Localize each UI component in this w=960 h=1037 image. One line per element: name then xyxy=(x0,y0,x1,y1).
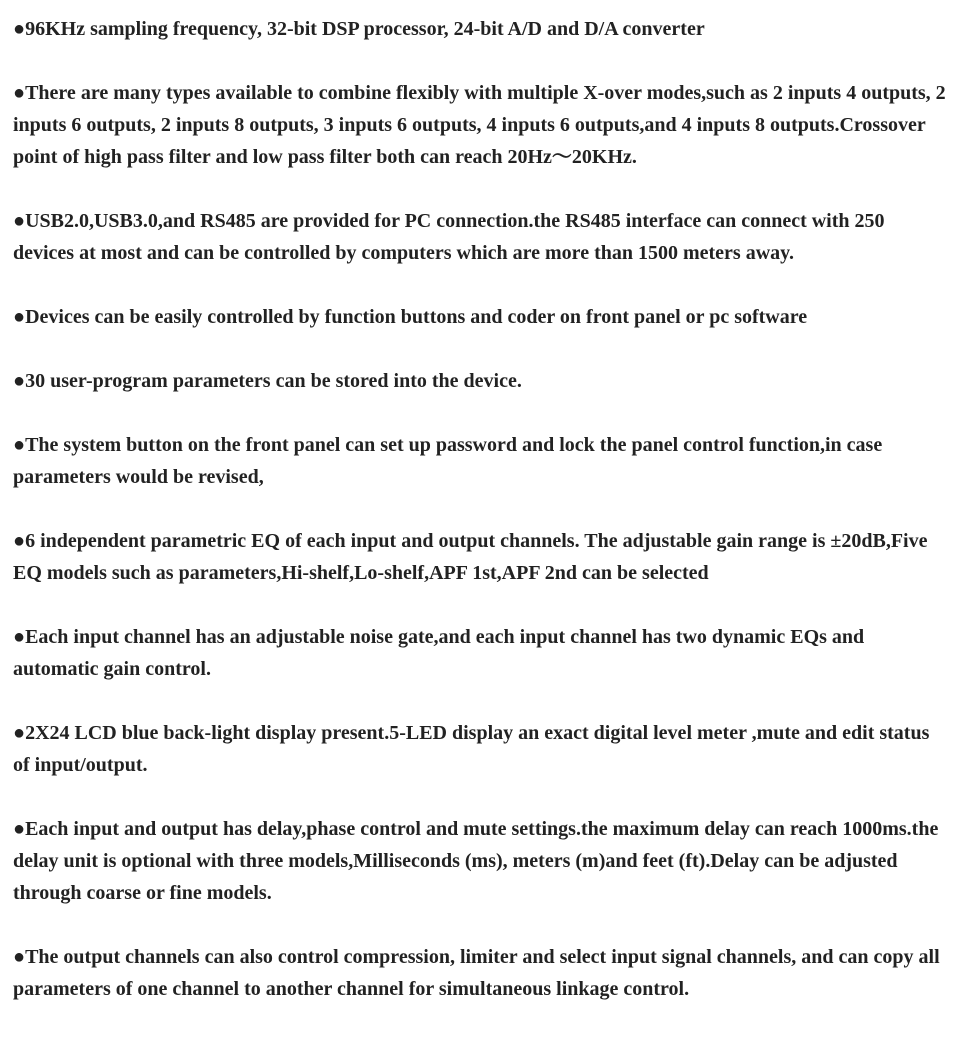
feature-lcd-display: ●2X24 LCD blue back-light display present.5-LED display an exact digital level meter ,mute and edit status of input/output. xyxy=(13,722,930,776)
feature-sampling-frequency: ●96KHz sampling frequency, 32-bit DSP processor, 24-bit A/D and D/A converter xyxy=(13,18,705,40)
feature-pc-connection: ●USB2.0,USB3.0,and RS485 are provided for PC connection.the RS485 interface can connect with 250 devices at most and can be controlled by computers which are more than 1500 meters away. xyxy=(13,210,885,264)
feature-list xyxy=(13,13,948,1037)
feature-user-presets: ●30 user-program parameters can be stored into the device. xyxy=(13,370,522,392)
feature-crossover-modes: ●There are many types available to combine flexibly with multiple X-over modes,such as 2 inputs 4 outputs, 2 inputs 6 outputs, 2 inputs 8 outputs, 3 inputs 6 outputs, 4 inputs 6 outputs,and 4 inputs 8 outputs.Crossover point of high pass filter and low pass filter both can reach 20Hz～20KHz. xyxy=(13,82,946,168)
feature-delay-phase: ●Each input and output has delay,phase control and mute settings.the maximum delay can reach 1000ms.the delay unit is optional with three models,Milliseconds (ms), meters (m)and feet (ft).Delay can be adjusted through coarse or fine models. xyxy=(13,818,939,904)
feature-parametric-eq: ●6 independent parametric EQ of each input and output channels. The adjustable gain range is ±20dB,Five EQ models such as parameters,Hi-shelf,Lo-shelf,APF 1st,APF 2nd can be selected xyxy=(13,530,928,584)
feature-output-compression: ●The output channels can also control compression, limiter and select input signal channels, and can copy all parameters of one channel to another channel for simultaneous linkage control. xyxy=(13,946,940,1000)
feature-panel-lock: ●The system button on the front panel can set up password and lock the panel control function,in case parameters would be revised, xyxy=(13,434,883,488)
feature-noise-gate: ●Each input channel has an adjustable noise gate,and each input channel has two dynamic EQs and automatic gain control. xyxy=(13,626,865,680)
feature-front-panel-control: ●Devices can be easily controlled by function buttons and coder on front panel or pc software xyxy=(13,306,808,328)
